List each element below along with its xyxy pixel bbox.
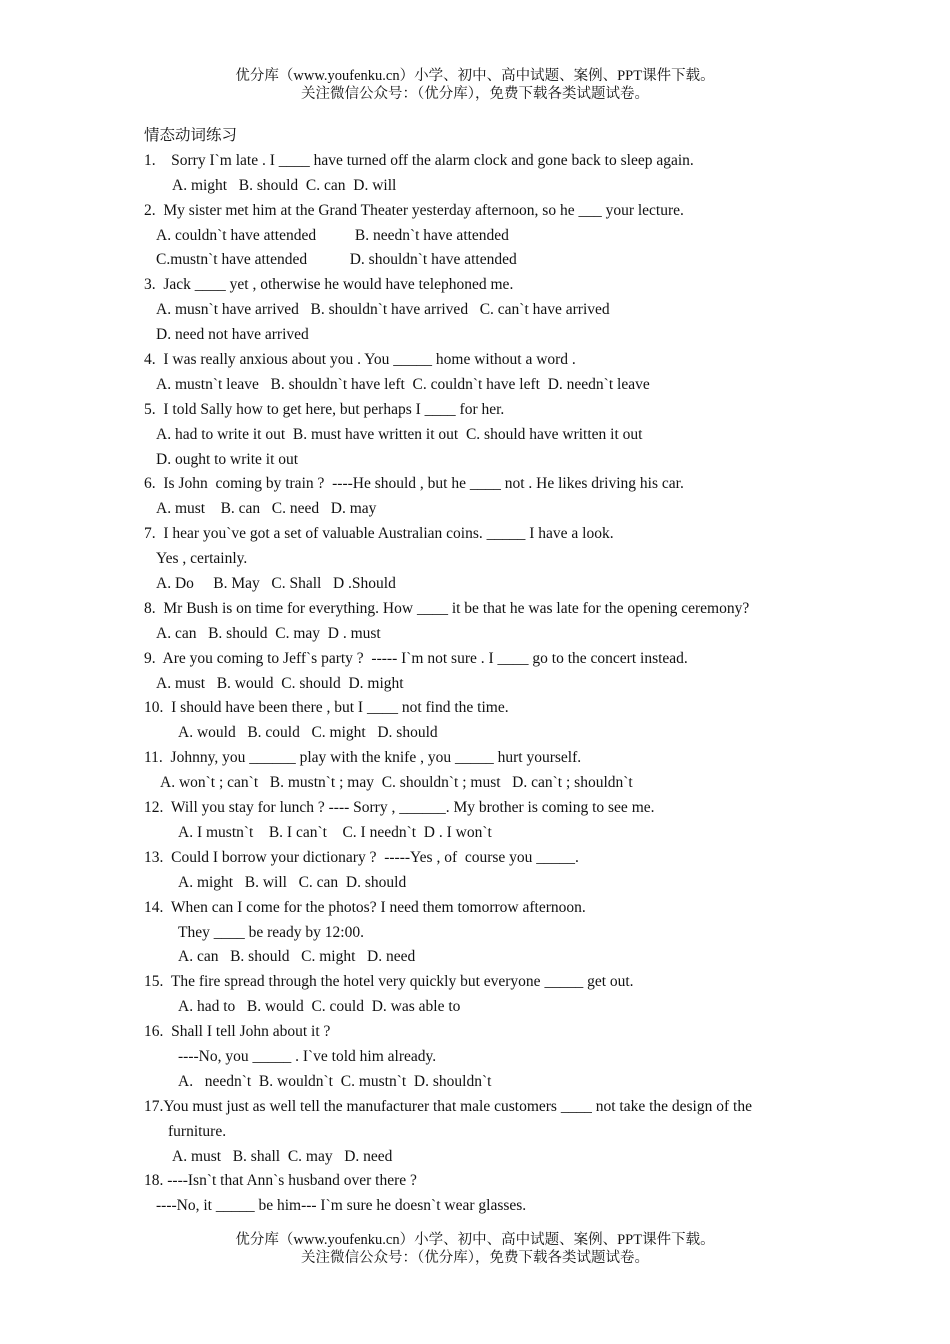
exercise-line: 7. I hear you`ve got a set of valuable Australian coins. _____ I have a look. bbox=[144, 525, 614, 543]
exercise-line: A. couldn`t have attended B. needn`t have attended bbox=[156, 226, 509, 244]
page-header bbox=[0, 67, 950, 103]
exercise-line: A. can B. should C. might D. need bbox=[178, 948, 416, 966]
exercise-line: A. had to B. would C. could D. was able to bbox=[178, 998, 461, 1016]
exercise-line: 14. When can I come for the photos? I need them tomorrow afternoon. bbox=[144, 898, 586, 916]
exercise-line: A. needn`t B. wouldn`t C. mustn`t D. shouldn`t bbox=[178, 1072, 492, 1090]
exercise-line: A. musn`t have arrived B. shouldn`t have arrived C. can`t have arrived bbox=[156, 301, 610, 319]
exercise-line: A. can B. should C. may D . must bbox=[156, 624, 381, 642]
exercise-line: 18. ----Isn`t that Ann`s husband over there ? bbox=[144, 1172, 417, 1190]
exercise-line: A. I mustn`t B. I can`t C. I needn`t D . I won`t bbox=[178, 823, 492, 841]
footer-line-1: 优分库（www.youfenku.cn）小学、初中、高中试题、案例、PPT课件下载。 bbox=[235, 1232, 715, 1248]
exercise-line: 10. I should have been there , but I ____ not find the time. bbox=[144, 699, 509, 717]
exercise-line: 9. Are you coming to Jeff`s party ? ----- I`m not sure . I ____ go to the concert instead. bbox=[144, 649, 688, 667]
exercise-line: 15. The fire spread through the hotel very quickly but everyone _____ get out. bbox=[144, 973, 634, 991]
exercise-line: 16. Shall I tell John about it ? bbox=[144, 1023, 331, 1041]
exercise-line: A. must B. would C. should D. might bbox=[156, 674, 404, 692]
exercise-content bbox=[144, 124, 824, 1219]
exercise-line: A. had to write it out B. must have written it out C. should have written it out bbox=[156, 425, 643, 443]
page-footer bbox=[0, 1231, 950, 1267]
exercise-line: furniture. bbox=[168, 1122, 227, 1140]
exercise-line: 2. My sister met him at the Grand Theater yesterday afternoon, so he ___ your lecture. bbox=[144, 201, 684, 219]
exercise-line: C.mustn`t have attended D. shouldn`t have attended bbox=[156, 251, 517, 269]
exercise-line: Yes , certainly. bbox=[156, 550, 248, 568]
exercise-line: A. might B. should C. can D. will bbox=[172, 176, 397, 194]
header-line-2: 关注微信公众号：（优分库），免费下载各类试题试卷。 bbox=[301, 86, 649, 102]
footer-line-2: 关注微信公众号：（优分库），免费下载各类试题试卷。 bbox=[301, 1250, 649, 1266]
exercise-line: A. won`t ; can`t B. mustn`t ; may C. shouldn`t ; must D. can`t ; shouldn`t bbox=[160, 774, 633, 792]
exercise-line: A. might B. will C. can D. should bbox=[178, 873, 407, 891]
exercise-line: 5. I told Sally how to get here, but perhaps I ____ for her. bbox=[144, 400, 505, 418]
exercise-line: They ____ be ready by 12:00. bbox=[178, 923, 364, 941]
exercise-line: A. must B. shall C. may D. need bbox=[172, 1147, 393, 1165]
exercise-line: ----No, you _____ . I`ve told him already. bbox=[178, 1047, 437, 1065]
exercise-line: D. ought to write it out bbox=[156, 450, 299, 468]
exercise-line: 12. Will you stay for lunch ? ---- Sorry , ______. My brother is coming to see me. bbox=[144, 799, 655, 817]
exercise-line: 6. Is John coming by train ? ----He should , but he ____ not . He likes driving his car. bbox=[144, 475, 684, 493]
exercise-line: 4. I was really anxious about you . You _____ home without a word . bbox=[144, 351, 576, 369]
exercise-line: D. need not have arrived bbox=[156, 326, 309, 344]
exercise-line: 3. Jack ____ yet , otherwise he would have telephoned me. bbox=[144, 276, 514, 294]
exercise-line: 13. Could I borrow your dictionary ? -----Yes , of course you _____. bbox=[144, 848, 579, 866]
exercise-line: ----No, it _____ be him--- I`m sure he doesn`t wear glasses. bbox=[156, 1197, 527, 1215]
exercise-line: A. mustn`t leave B. shouldn`t have left C. couldn`t have left D. needn`t leave bbox=[156, 375, 650, 393]
question-list bbox=[144, 149, 824, 1219]
exercise-title: 情态动词练习 bbox=[144, 127, 238, 144]
exercise-line: 8. Mr Bush is on time for everything. How ____ it be that he was late for the opening ceremony? bbox=[144, 599, 750, 617]
exercise-line: A. Do B. May C. Shall D .Should bbox=[156, 575, 396, 593]
exercise-line: 11. Johnny, you ______ play with the knife , you _____ hurt yourself. bbox=[144, 749, 582, 767]
header-line-1: 优分库（www.youfenku.cn）小学、初中、高中试题、案例、PPT课件下载。 bbox=[235, 68, 715, 84]
exercise-line: 1. Sorry I`m late . I ____ have turned off the alarm clock and gone back to sleep again. bbox=[144, 151, 694, 169]
exercise-line: 17.You must just as well tell the manufacturer that male customers ____ not take the design of the bbox=[144, 1097, 752, 1115]
exercise-line: A. must B. can C. need D. may bbox=[156, 500, 377, 518]
exercise-line: A. would B. could C. might D. should bbox=[178, 724, 438, 742]
